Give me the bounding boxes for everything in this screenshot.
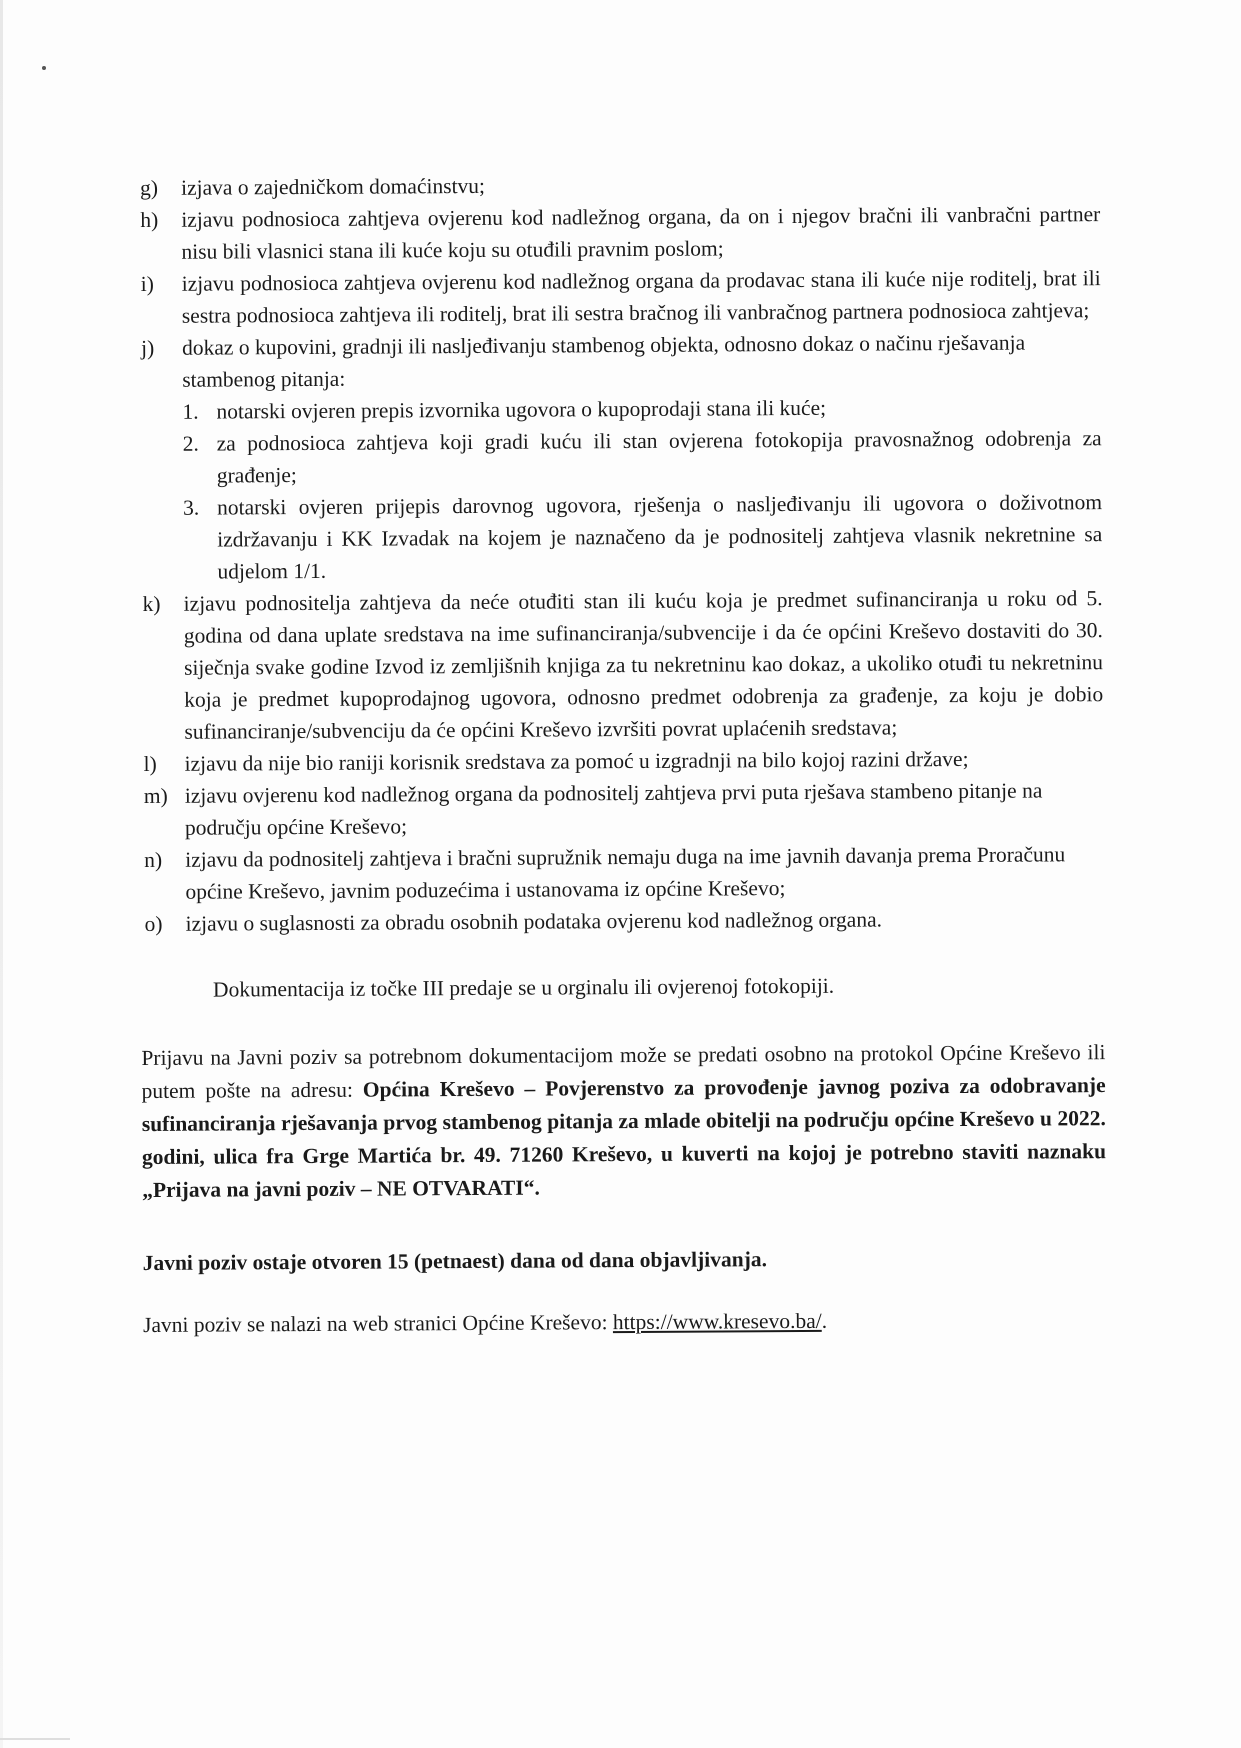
document-body — [140, 166, 1107, 1341]
list-marker: k) — [142, 591, 161, 616]
list-item-text: izjavu podnosioca zahtjeva ovjerenu kod nadležnog organa, da on i njegov bračni ili vanbračni partner nisu bili vlasnici stana ili kuće koju su otuđili pravnim poslom; — [181, 202, 1101, 264]
list-marker: g) — [140, 175, 159, 200]
submission-address: Općina Kreševo – Povjerenstvo za provođenje javnog poziva za odobravanje sufinanciranja rješavanja prvog stambenog pitanja za mlade obitelji na području općine Kreševo u 2022. godini, ulica fra Grge Martića br. 49. 71260 Kreševo, u kuverti na kojoj je potrebno staviti naznaku „Prijava na javni poziv – NE OTVARATI“. — [141, 1073, 1107, 1203]
list-item-k — [143, 582, 1104, 748]
list-marker: i) — [140, 271, 154, 296]
website-prefix: Javni poziv se nalazi na web stranici Općine Kreševo: — [142, 1310, 613, 1338]
list-item-text: dokaz o kupovini, gradnji ili nasljeđivanju stambenog objekta, odnosno dokaz o načinu rješavanja stambenog pitanja: — [182, 330, 1026, 392]
website-link[interactable]: https://www.kresevo.ba/ — [612, 1308, 822, 1335]
sublist-item-3 — [183, 486, 1103, 588]
website-suffix: . — [821, 1308, 828, 1333]
list-marker: n) — [144, 847, 163, 872]
website-paragraph — [143, 1303, 1107, 1341]
list-item-text: izjavu da nije bio raniji korisnik sredstava za pomoć u izgradnji na bilo kojoj razini države; — [184, 746, 969, 776]
list-item-text: izjava o zajedničkom domaćinstvu; — [181, 173, 486, 200]
scan-footer-line — [0, 1738, 70, 1740]
sublist-text: notarski ovjeren prijepis darovnog ugovora, rješenja o nasljeđivanju ili ugovora o doživotnom izdržavanju i KK Izvadak na kojem je naznačeno da je podnositelj zahtjeva vlasnik nekretnine sa udjelom 1/1. — [216, 490, 1103, 584]
sublist-text: za podnosioca zahtjeva koji gradi kuću ili stan ovjerena fotokopija pravosnažnog odobrenja za građenje; — [216, 426, 1102, 488]
list-marker: j) — [141, 335, 155, 360]
list-item-m — [144, 774, 1104, 844]
scan-speck — [42, 66, 46, 70]
scan-edge-shadow — [0, 0, 3, 1748]
list-item-text: izjavu o suglasnosti za obradu osobnih podataka ovjerenu kod nadležnog organa. — [185, 907, 883, 936]
list-item-text: izjavu da podnositelj zahtjeva i bračni supružnik nemaju duga na ime javnih davanja prema Proračunu općine Kreševo, javnim poduzećima i ustanovama iz općine Kreševo; — [185, 842, 1066, 904]
deadline-statement: Javni poziv ostaje otvoren 15 (petnaest) dana od dana objavljivanja. — [142, 1247, 768, 1276]
list-item-j — [141, 326, 1103, 588]
sublist-number: 2. — [182, 431, 199, 456]
sublist-j — [182, 390, 1102, 588]
list-marker: l) — [143, 751, 157, 776]
sublist-number: 1. — [182, 399, 199, 424]
list-item-text: izjavu ovjerenu kod nadležnog organa da podnositelj zahtjeva prvi puta rješava stambeno pitanje na području općine Kreševo; — [184, 778, 1043, 840]
list-item-o — [144, 902, 1104, 940]
list-marker: m) — [143, 783, 168, 808]
list-item-h — [140, 198, 1100, 268]
list-item-n — [144, 838, 1104, 908]
list-item-i — [141, 262, 1101, 332]
submission-paragraph — [141, 1036, 1106, 1207]
documentation-note: Dokumentacija iz točke III predaje se u orginalu ili ovjerenoj fotokopiji. — [212, 973, 835, 1002]
sublist-item-2 — [183, 422, 1102, 492]
submission-intro: Prijavu na Javni poziv sa potrebnom dokumentacijom može se predati osobno na protokol Općine Kreševo ili putem pošte na adresu: — [141, 1040, 1106, 1104]
list-item-text: izjavu podnositelja zahtjeva da neće otuđiti stan ili kuću koja je predmet sufinanciranja u roku od 5. godina od dana uplate sredstava na ime sufinanciranja/subvencije i da će općini Kreševo dostaviti do 30. siječnja svake godine Izvod iz zemljišnih knjiga za tu nekretninu kao dokaz, a ukoliko otuđi tu nekretninu koja je predmet kupoprodajnog ugovora, odnosno predmet odobrenja za građenje, za koju je dobio sufinanciranje/subvenciju da će općini Kreševo izvršiti povrat uplaćenih sredstava; — [183, 586, 1104, 744]
list-item-text: izjavu podnosioca zahtjeva ovjerenu kod nadležnog organa da prodavac stana ili kuće nije roditelj, brat ili sestra podnosioca zahtjeva ili roditelj, brat ili sestra bračnog ili vanbračnog partnera podnosioca zahtjeva; — [181, 266, 1101, 328]
sublist-text: notarski ovjeren prepis izvornika ugovora o kupoprodaji stana ili kuće; — [216, 395, 827, 424]
sublist-number: 3. — [182, 495, 200, 520]
list-item-body — [182, 326, 1103, 588]
list-marker: o) — [144, 911, 163, 936]
list-marker: h) — [140, 207, 159, 232]
